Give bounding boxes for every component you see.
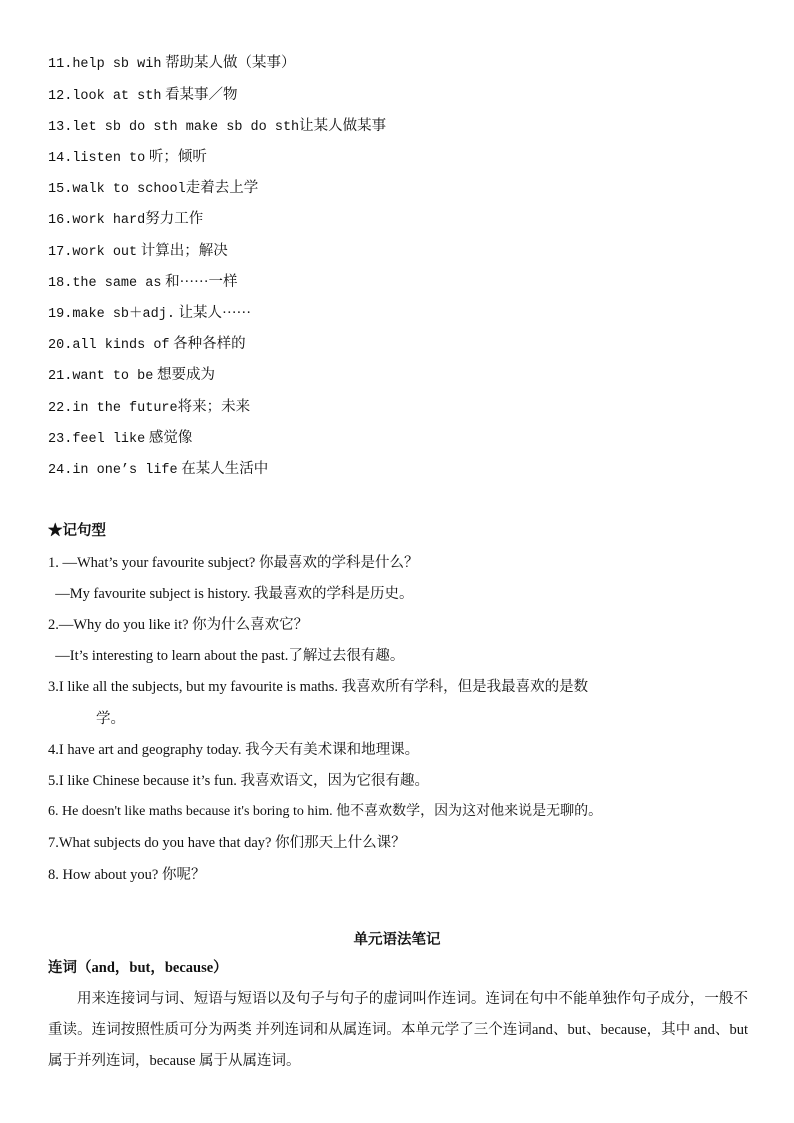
- list-item: 8. How about you? 你呢？: [48, 867, 206, 883]
- grammar-title: 单元语法笔记: [353, 932, 441, 948]
- list-item: 20.all kinds of 各种各样的: [48, 336, 246, 353]
- list-item: 11.help sb wih 帮助某人做（某事）: [48, 55, 296, 72]
- list-item: 4.I have art and geography today. 我今天有美术课和地理课。: [48, 742, 420, 758]
- list-item: 17.work out 计算出；解决: [48, 243, 228, 260]
- list-item: 15.walk to school走着去上学: [48, 180, 259, 197]
- list-item: 23.feel like 感觉像: [48, 430, 193, 447]
- list-item: 13.let sb do sth make sb do sth让某人做某事: [48, 118, 387, 135]
- list-item: 12.look at sth 看某事／物: [48, 87, 238, 104]
- list-item: 7.What subjects do you have that day? 你们那天上什么课？: [48, 835, 406, 851]
- list-item: 3.I like all the subjects, but my favourite is maths. 我喜欢所有学科，但是我最喜欢的是数: [48, 679, 589, 695]
- grammar-paragraph: 用来连接词与词、短语与短语以及句子与句子的虚词叫作连词。连词在句中不能单独作句子成分，一般不重读。连词按照性质可分为两类 并列连词和从属连词。本单元学了三个连词and、but、because，其中 and、but 属于并列连词，because 属于从属连词。: [48, 991, 748, 1069]
- list-item: 16.work hard努力工作: [48, 211, 204, 228]
- list-item: 14.listen to 听；倾听: [48, 149, 207, 166]
- list-item: —My favourite subject is history. 我最喜欢的学科是历史。: [48, 586, 414, 602]
- list-item: 2.—Why do you like it? 你为什么喜欢它？: [48, 617, 309, 633]
- grammar-subtitle: 连词（and，but，because）: [48, 960, 228, 976]
- list-item: 22.in the future将来；未来: [48, 399, 251, 416]
- list-item: 21.want to be 想要成为: [48, 367, 215, 384]
- list-item: 5.I like Chinese because it’s fun. 我喜欢语文，因为它很有趣。: [48, 773, 429, 789]
- list-item: —It’s interesting to learn about the past.了解过去很有趣。: [48, 648, 405, 664]
- list-item: 学。: [96, 711, 125, 727]
- list-item: 19.make sb＋adj. 让某人······: [48, 305, 252, 322]
- list-item: 18.the same as 和······一样: [48, 274, 238, 291]
- list-item: 6. He doesn't like maths because it's boring to him. 他不喜欢数学，因为这对他来说是无聊的。: [48, 804, 603, 819]
- section-heading: ★记句型: [48, 523, 106, 539]
- list-item: 1. —What’s your favourite subject? 你最喜欢的学科是什么？: [48, 555, 419, 571]
- list-item: 24.in one’s life 在某人生活中: [48, 461, 269, 478]
